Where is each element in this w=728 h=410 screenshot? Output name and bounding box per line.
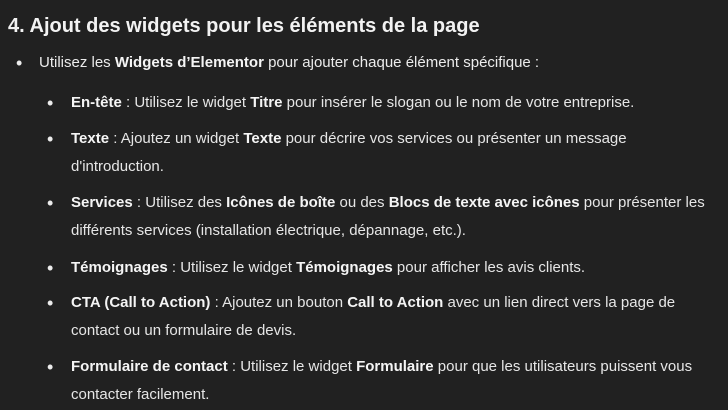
- item-bold: Titre: [250, 94, 283, 111]
- item-bold: Texte: [243, 130, 282, 147]
- item-bold: Témoignages: [296, 259, 393, 276]
- bullet-dot: •: [47, 258, 54, 278]
- list-item-services: [71, 189, 711, 245]
- intro-text: Utilisez les: [39, 54, 115, 71]
- item-text: pour présenter les différents services (installation électrique, dépannage, etc.).: [71, 194, 705, 239]
- item-bold: Blocs de texte avec icônes: [388, 194, 580, 211]
- list-item-formulaire: [71, 353, 711, 409]
- item-text: pour afficher les avis clients.: [392, 259, 586, 276]
- item-bold: Call to Action: [347, 294, 444, 311]
- item-text: : Ajoutez un widget: [109, 130, 244, 147]
- item-text: pour que les utilisateurs puissent vous contacter facilement.: [71, 358, 693, 403]
- item-text: : Utilisez des: [132, 194, 227, 211]
- item-text: pour insérer le slogan ou le nom de votre entreprise.: [282, 94, 635, 111]
- item-bold: Témoignages: [71, 259, 168, 276]
- bullet-dot: •: [47, 293, 54, 313]
- item-text: pour décrire vos services ou présenter un message d'introduction.: [71, 130, 627, 175]
- section-heading: 4. Ajout des widgets pour les éléments de la page: [8, 15, 480, 37]
- intro-bold: Widgets d’Elementor: [114, 54, 264, 71]
- list-item-temoignages: [71, 254, 711, 282]
- item-bold: Services: [71, 194, 133, 211]
- item-bold: En-tête: [71, 94, 122, 111]
- item-text: : Utilisez le widget: [121, 94, 251, 111]
- bullet-dot: •: [47, 93, 54, 113]
- list-item-texte: [71, 125, 711, 181]
- item-text: ou des: [335, 194, 389, 211]
- intro-list-item: [39, 53, 539, 73]
- item-bold: Texte: [71, 130, 110, 147]
- bullet-dot: •: [47, 129, 54, 149]
- item-bold: CTA (Call to Action): [71, 294, 211, 311]
- item-bold: Formulaire de contact: [71, 358, 228, 375]
- intro-text-end: pour ajouter chaque élément spécifique :: [263, 54, 540, 71]
- bullet-dot: •: [47, 357, 54, 377]
- item-text: : Utilisez le widget: [167, 259, 297, 276]
- item-text: : Ajoutez un bouton: [210, 294, 348, 311]
- item-text: avec un lien direct vers la page de contact ou un formulaire de devis.: [71, 294, 676, 339]
- bullet-dot: •: [47, 193, 54, 213]
- item-bold: Formulaire: [356, 358, 434, 375]
- item-bold: Icônes de boîte: [226, 194, 336, 211]
- list-item-en-tete: [71, 89, 711, 117]
- item-text: : Utilisez le widget: [227, 358, 357, 375]
- bullet-dot: •: [16, 53, 23, 73]
- list-item-cta: [71, 289, 711, 345]
